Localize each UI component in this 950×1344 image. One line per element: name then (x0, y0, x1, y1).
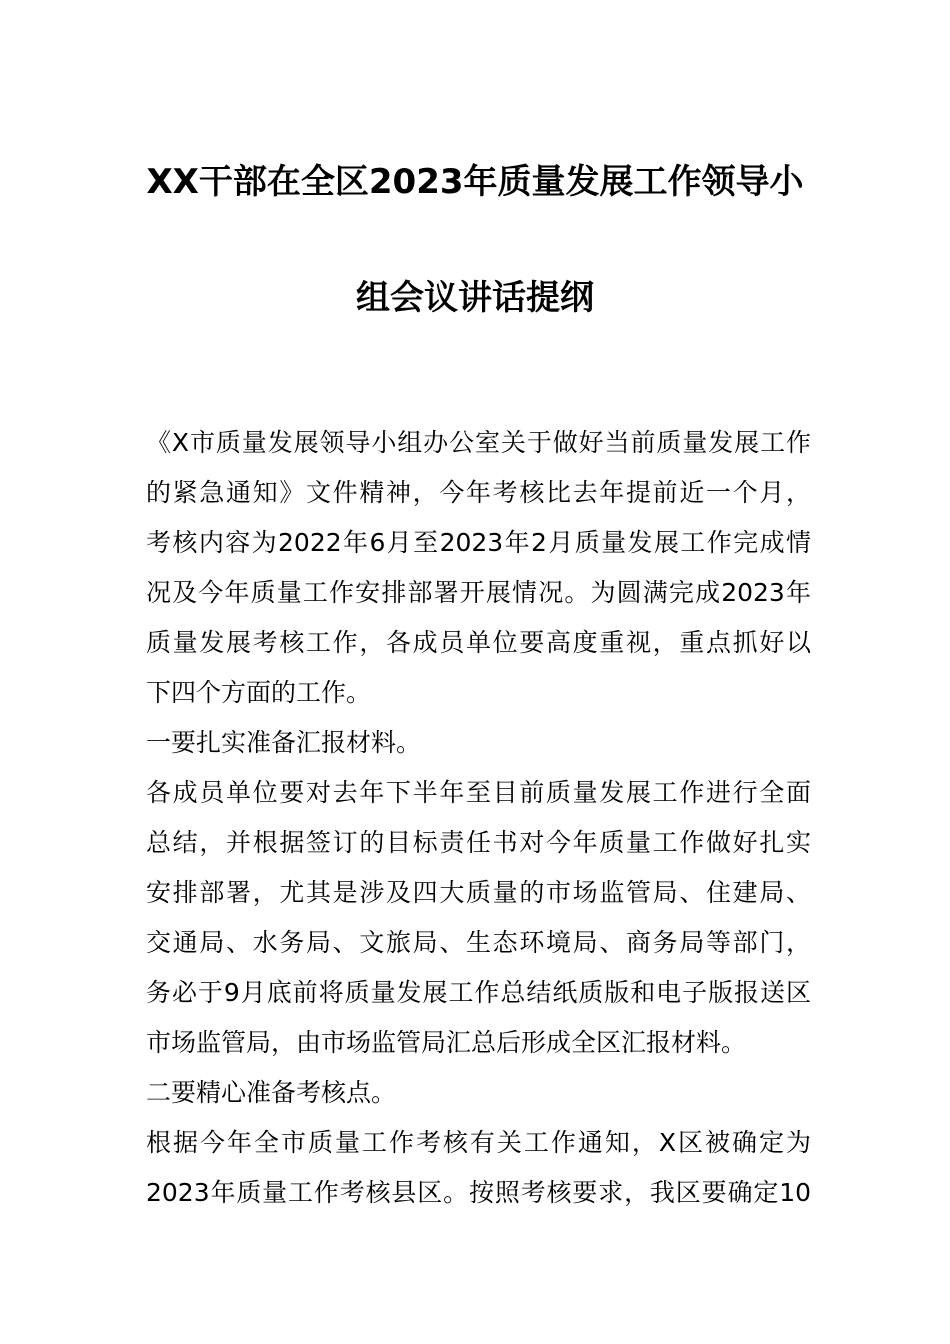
body-line: 2023年质量工作考核县区。按照考核要求，我区要确定10 (146, 1178, 811, 1207)
body-line: 况及今年质量工作安排部署开展情况。为圆满完成2023年 (146, 578, 811, 607)
document-title-line-1: XX干部在全区2023年质量发展工作领导小 (146, 162, 804, 202)
body-line: 考核内容为2022年6月至2023年2月质量发展工作完成情 (146, 528, 811, 557)
document-body (146, 418, 811, 1218)
body-line: 的紧急通知》文件精神，今年考核比去年提前近一个月， (146, 478, 811, 507)
body-line: 交通局、水务局、文旅局、生态环境局、商务局等部门， (146, 928, 811, 957)
body-line: 质量发展考核工作，各成员单位要高度重视，重点抓好以 (146, 628, 811, 657)
body-line: 务必于9月底前将质量发展工作总结纸质版和电子版报送区 (146, 978, 811, 1007)
document-title-line-2: 组会议讲话提纲 (356, 278, 594, 318)
body-line: 各成员单位要对去年下半年至目前质量发展工作进行全面 (146, 778, 811, 807)
section-heading: 二要精心准备考核点。 (146, 1078, 397, 1107)
section-heading: 一要扎实准备汇报材料。 (146, 728, 422, 757)
body-line: 安排部署，尤其是涉及四大质量的市场监管局、住建局、 (146, 878, 811, 907)
body-line: 《X市质量发展领导小组办公室关于做好当前质量发展工作 (146, 428, 811, 457)
body-line: 下四个方面的工作。 (146, 678, 372, 707)
body-line: 根据今年全市质量工作考核有关工作通知，X区被确定为 (146, 1128, 811, 1157)
body-line: 总结，并根据签订的目标责任书对今年质量工作做好扎实 (146, 828, 811, 857)
body-line: 市场监管局，由市场监管局汇总后形成全区汇报材料。 (146, 1028, 747, 1057)
